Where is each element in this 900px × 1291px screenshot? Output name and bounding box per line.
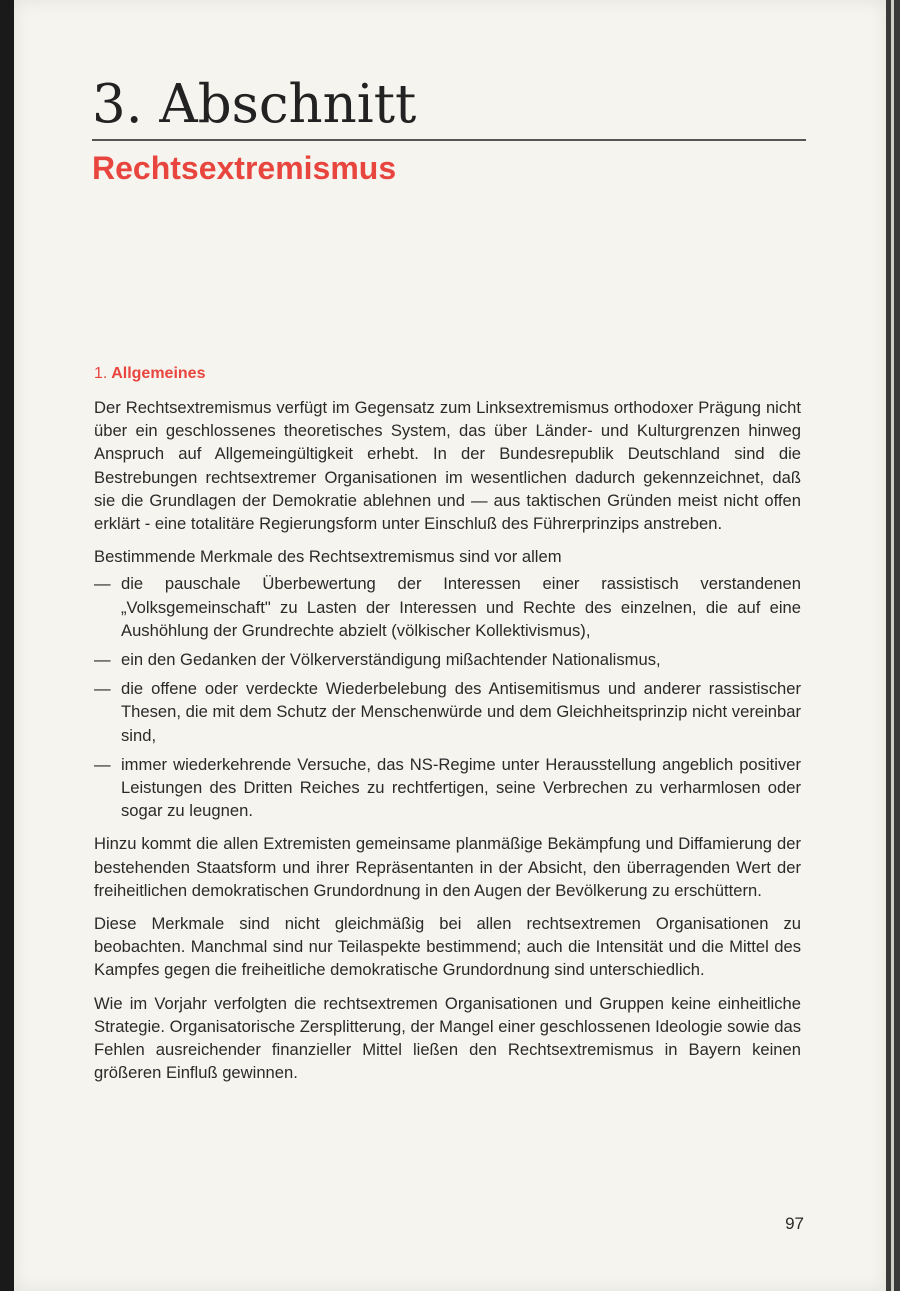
list-item (94, 753, 801, 823)
chapter-subtitle: Rechtsextremismus (92, 150, 397, 186)
page-number: 97 (785, 1214, 804, 1233)
page-edge-highlight (891, 0, 894, 1291)
paragraph: Diese Merkmale sind nicht gleichmäßig bei allen rechtsextremen Organisationen zu beobachten. Manchmal sind nur Teilaspekte bestimmend; auch die Intensität und die Mittel des Kampfes gegen die freiheitliche demokratische Grundordnung sind unterschiedlich. (94, 914, 801, 980)
dash-bullet: — (94, 574, 111, 594)
list-item (94, 677, 801, 747)
title-divider (92, 139, 806, 141)
section-number: 1. (94, 365, 108, 382)
list-item-text: ein den Gedanken der Völkerverständigung mißachtender Nationalismus, (121, 650, 661, 670)
dash-bullet: — (94, 754, 111, 774)
list-item (94, 648, 801, 671)
section-heading (94, 365, 205, 383)
body-text (94, 396, 801, 1094)
feature-list (94, 572, 801, 822)
paragraph: Wie im Vorjahr verfolgten die rechtsextremen Organisationen und Gruppen keine einheitliche Strategie. Organisatorische Zersplitterung, der Mangel einer geschlossenen Ideologie sowie das Fehlen ausreichender finanzieller Mittel ließen den Rechtsextremismus in Bayern keinen größeren Einfluß gewinnen. (94, 993, 801, 1083)
dash-bullet: — (94, 679, 111, 699)
chapter-title: 3. Abschnitt (92, 74, 417, 135)
list-item (94, 572, 801, 642)
paragraph: Hinzu kommt die allen Extremisten gemeinsame planmäßige Bekämpfung und Diffamierung der bestehenden Staatsform und ihrer Repräsentanten in der Absicht, den überragenden Wert der freiheitlichen demokratischen Grundordnung in den Augen der Bevölkerung zu erschüttern. (94, 834, 801, 900)
section-title: Allgemeines (111, 365, 206, 382)
list-item-text: die pauschale Überbewertung der Interessen einer rassistisch verstandenen „Volksgemeinschaft" zu Lasten der Interessen und Rechte des einzelnen, die auf eine Aushöhlung der Grundrechte abzielt (völkischer Kollektivismus), (121, 574, 801, 640)
dash-bullet: — (94, 650, 111, 670)
list-item-text: die offene oder verdeckte Wiederbelebung des Antisemitismus und anderer rassistischer Thesen, die mit dem Schutz der Menschenwürde und dem Gleichheitsprinzip nicht vereinbar sind, (121, 679, 801, 745)
paragraph: Der Rechtsextremismus verfügt im Gegensatz zum Linksextremismus orthodoxer Prägung nicht über ein geschlossenes theoretisches System, das über Länder- und Kulturgrenzen hinweg Anspruch auf Allgemeingültigkeit erhebt. In der Bundesrepublik Deutschland sind die Bestrebungen rechtsextremer Organisationen im wesentlichen dadurch gekennzeichnet, daß sie die Grundlagen der Demokratie ablehnen und — aus taktischen Gründen meist nicht offen erklärt - eine totalitäre Regierungsform unter Einschluß des Führerprinzips anstreben. (94, 398, 801, 534)
list-item-text: immer wiederkehrende Versuche, das NS-Regime unter Herausstellung angeblich positiver Leistungen des Dritten Reiches zu rechtfertigen, seine Verbrechen zu verharmlosen oder sogar zu leugnen. (121, 754, 801, 821)
book-page (14, 0, 886, 1291)
list-intro: Bestimmende Merkmale des Rechtsextremismus sind vor allem (94, 547, 562, 567)
